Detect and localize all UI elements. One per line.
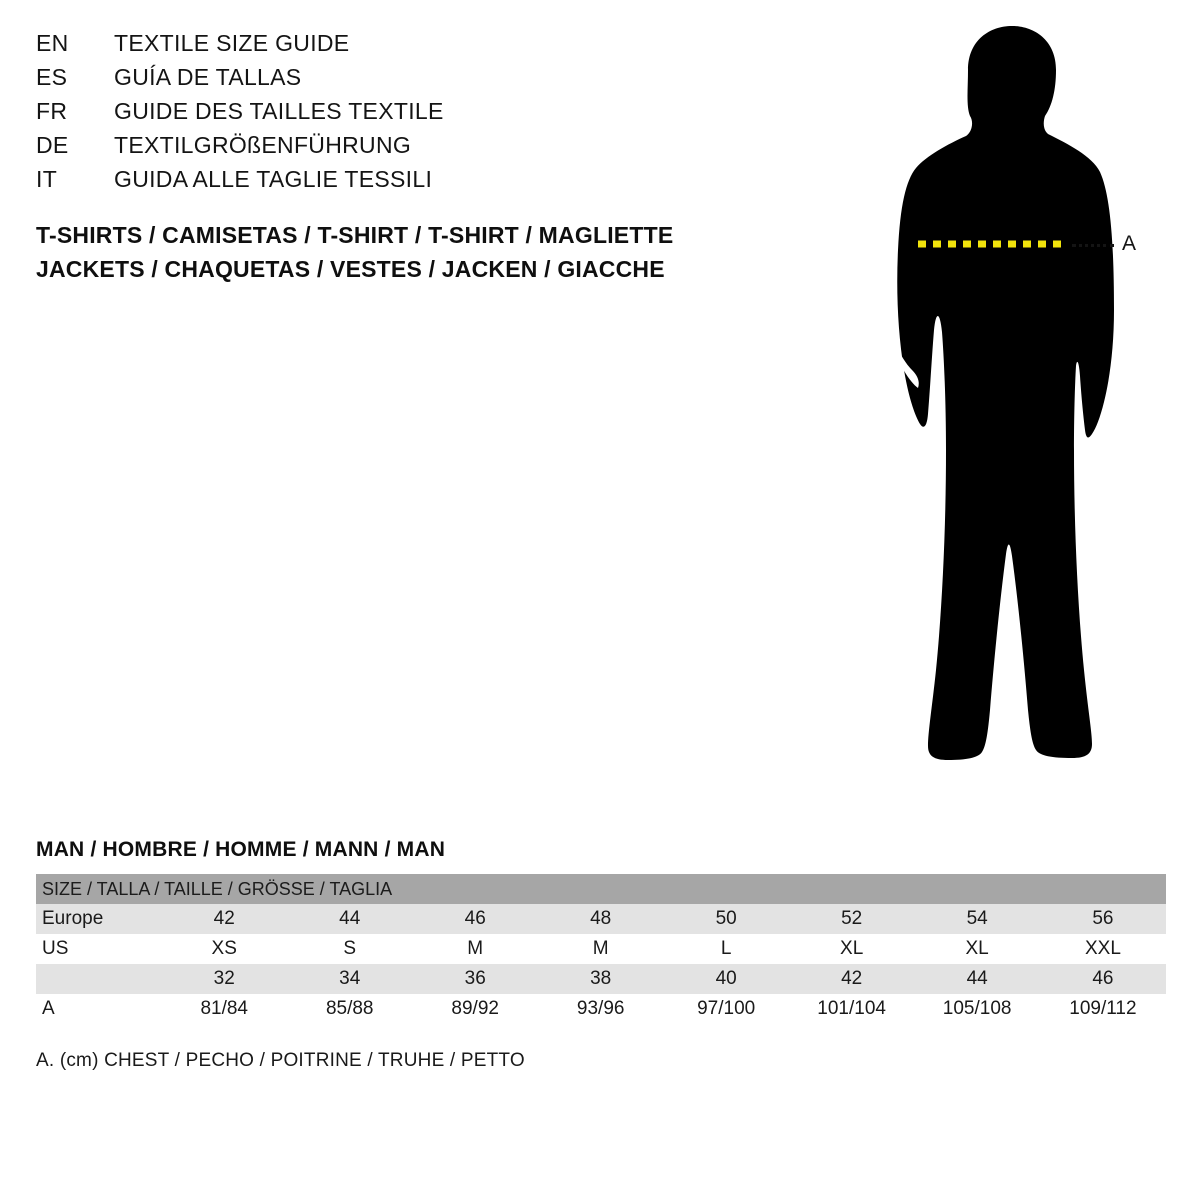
cell: 50 bbox=[663, 904, 788, 934]
language-code: FR bbox=[36, 98, 68, 124]
cell: 48 bbox=[538, 904, 663, 934]
language-title: GUIDA ALLE TAGLIE TESSILI bbox=[114, 166, 433, 192]
category-jackets: JACKETS / CHAQUETAS / VESTES / JACKEN / GIACCHE bbox=[36, 256, 665, 282]
table-header-row bbox=[36, 874, 1166, 904]
cell: 101/104 bbox=[789, 994, 914, 1024]
body-figure bbox=[800, 10, 1190, 800]
row-label-europe: Europe bbox=[36, 904, 161, 934]
cell: XS bbox=[161, 934, 286, 964]
cell: 44 bbox=[287, 904, 412, 934]
row-label-blank bbox=[36, 964, 161, 994]
size-table bbox=[36, 874, 1166, 1024]
cell: 85/88 bbox=[287, 994, 412, 1024]
cell: 81/84 bbox=[161, 994, 286, 1024]
cell: 36 bbox=[412, 964, 537, 994]
row-label-a: A bbox=[36, 994, 161, 1024]
cell: 109/112 bbox=[1040, 994, 1166, 1024]
table-section-title: MAN / HOMBRE / HOMME / MANN / MAN bbox=[36, 838, 446, 861]
table-row bbox=[36, 994, 1166, 1024]
language-title: TEXTILGRÖßENFÜHRUNG bbox=[114, 132, 412, 158]
cell: XL bbox=[789, 934, 914, 964]
cell: 54 bbox=[914, 904, 1039, 934]
language-title: GUIDE DES TAILLES TEXTILE bbox=[114, 98, 444, 124]
table-row bbox=[36, 904, 1166, 934]
size-table-section bbox=[36, 838, 1166, 1072]
male-silhouette-icon bbox=[800, 10, 1190, 800]
cell: 97/100 bbox=[663, 994, 788, 1024]
cell: 32 bbox=[161, 964, 286, 994]
language-code: ES bbox=[36, 64, 68, 90]
cell: XL bbox=[914, 934, 1039, 964]
language-row bbox=[36, 30, 756, 64]
cell: XXL bbox=[1040, 934, 1166, 964]
cell: 44 bbox=[914, 964, 1039, 994]
language-code: EN bbox=[36, 30, 69, 56]
cell: 34 bbox=[287, 964, 412, 994]
cell: S bbox=[287, 934, 412, 964]
cell: 40 bbox=[663, 964, 788, 994]
cell: 46 bbox=[412, 904, 537, 934]
language-code: DE bbox=[36, 132, 69, 158]
table-footnote: A. (cm) CHEST / PECHO / POITRINE / TRUHE / PETTO bbox=[36, 1050, 525, 1071]
cell: 42 bbox=[161, 904, 286, 934]
category-list bbox=[36, 218, 796, 286]
language-row bbox=[36, 166, 756, 200]
table-header-label: SIZE / TALLA / TAILLE / GRÖSSE / TAGLIA bbox=[36, 874, 1166, 904]
cell: 38 bbox=[538, 964, 663, 994]
chest-leader-line bbox=[1072, 244, 1114, 247]
cell: 52 bbox=[789, 904, 914, 934]
table-row bbox=[36, 934, 1166, 964]
language-row bbox=[36, 132, 756, 166]
cell: 89/92 bbox=[412, 994, 537, 1024]
language-row bbox=[36, 98, 756, 132]
table-row bbox=[36, 964, 1166, 994]
language-row bbox=[36, 64, 756, 98]
cell: 56 bbox=[1040, 904, 1166, 934]
cell: 93/96 bbox=[538, 994, 663, 1024]
language-title: GUÍA DE TALLAS bbox=[114, 64, 302, 90]
language-title: TEXTILE SIZE GUIDE bbox=[114, 30, 350, 56]
cell: 46 bbox=[1040, 964, 1166, 994]
language-code: IT bbox=[36, 166, 58, 192]
cell: L bbox=[663, 934, 788, 964]
cell: 105/108 bbox=[914, 994, 1039, 1024]
cell: M bbox=[538, 934, 663, 964]
language-list bbox=[36, 30, 756, 200]
cell: M bbox=[412, 934, 537, 964]
row-label-us: US bbox=[36, 934, 161, 964]
cell: 42 bbox=[789, 964, 914, 994]
category-tshirts: T-SHIRTS / CAMISETAS / T-SHIRT / T-SHIRT / MAGLIETTE bbox=[36, 222, 674, 248]
chest-measure-label: A bbox=[1122, 232, 1137, 255]
